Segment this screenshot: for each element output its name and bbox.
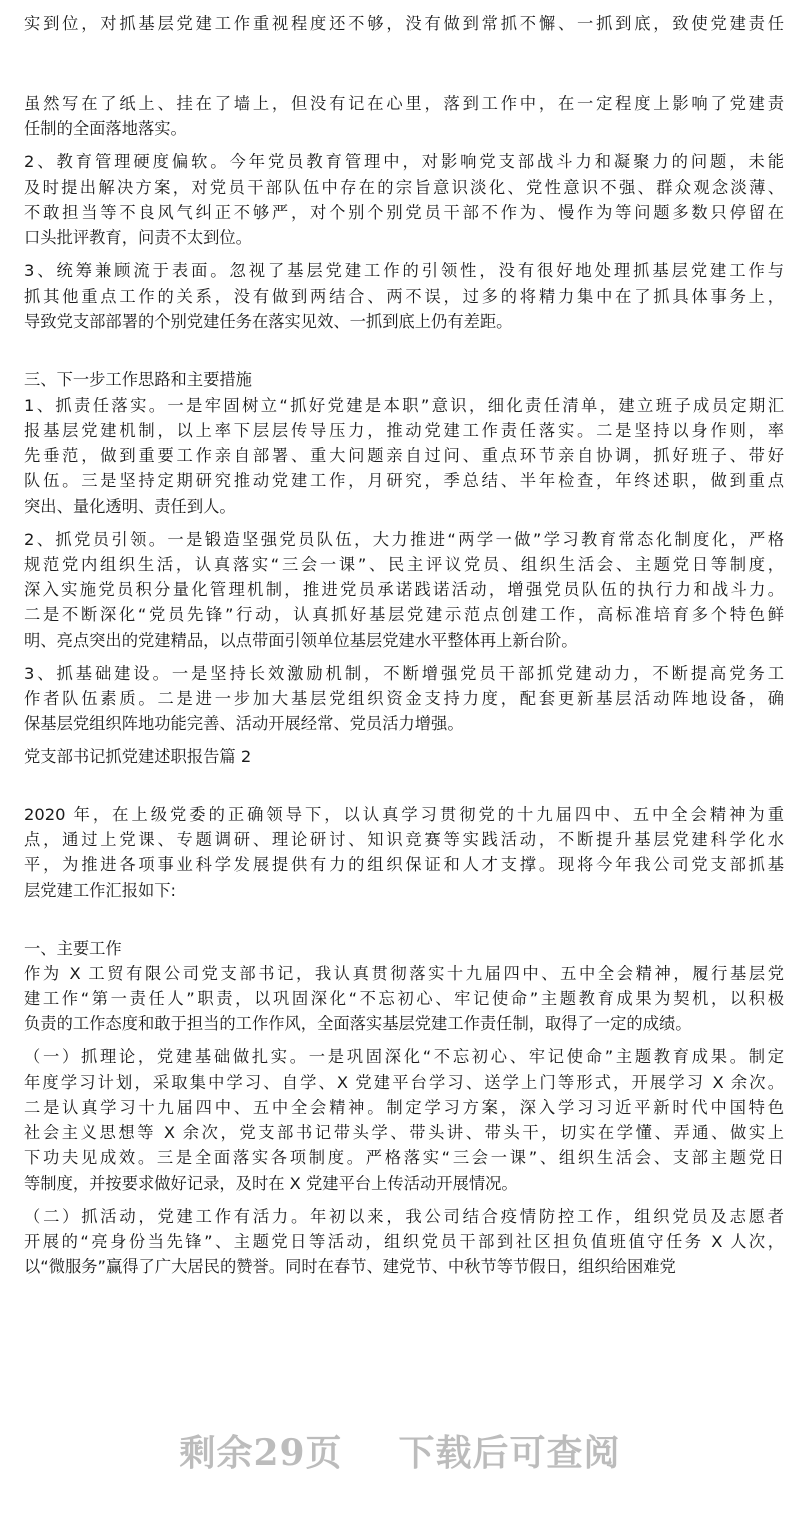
text-line: 等制度，并按要求做好记录，及时在 X 党建平台上传活动开展情况。 [24, 1174, 518, 1193]
text-line: 二是认真学习十九届四中、五中全会精神。制定学习方案，深入学习习近平新时代中国特色 [24, 1098, 784, 1117]
text-line: 三、下一步工作思路和主要措施 [24, 370, 252, 389]
text-line: 导致党支部部署的个别党建任务在落实见效、一抓到底上仍有差距。 [24, 312, 513, 331]
text-line: 突出、量化透明、责任到人。 [24, 497, 236, 516]
text-line: 点，通过上党课、专题调研、理论研讨、知识竞赛等实践活动，不断提升基层党建科学化水 [24, 830, 784, 849]
text-line: 开展的“亮身份当先锋”、主题党日等活动，组织党员干部到社区担负值班值守任务 X 人次， [24, 1232, 784, 1251]
text-line: 报基层党建机制，以上率下层层传导压力，推动党建工作责任落实。二是坚持以身作则，率 [24, 421, 784, 440]
text-line: 层党建工作汇报如下: [24, 881, 177, 900]
text-line: 2、抓党员引领。一是锻造坚强党员队伍，大力推进“两学一做”学习教育常态化制度化，严格 [24, 530, 784, 549]
text-line: 社会主义思想等 X 余次，党支部书记带头学、带头讲、带头干，切实在学懂、弄通、做实上 [24, 1123, 784, 1142]
text-line: 先垂范，做到重要工作亲自部署、重大问题亲自过问、重点环节亲自协调，抓好班子、带好 [24, 446, 784, 465]
text-line: 深入实施党员积分量化管理机制，推进党员承诺践诺活动，增强党员队伍的执行力和战斗力。 [24, 580, 784, 599]
text-line: 实到位，对抓基层党建工作重视程度还不够，没有做到常抓不懈、一抓到底，致使党建责任 [24, 14, 784, 33]
text-line: 任制的全面落地落实。 [24, 119, 187, 138]
text-line: 作者队伍素质。二是进一步加大基层党组织资金支持力度，配套更新基层活动阵地设备，确 [24, 689, 784, 708]
text-line: 1、抓责任落实。一是牢固树立“抓好党建是本职”意识，细化责任清单，建立班子成员定期汇 [24, 396, 784, 415]
text-line: 队伍。三是坚持定期研究推动党建工作，月研究，季总结、半年检查，年终述职，做到重点 [24, 471, 784, 490]
text-line: 虽然写在了纸上、挂在了墙上，但没有记在心里，落到工作中，在一定程度上影响了党建责 [24, 94, 784, 113]
remaining-pages-label: 剩余29页 [179, 1431, 343, 1474]
text-line: （一）抓理论，党建基础做扎实。一是巩固深化“不忘初心、牢记使命”主题教育成果。制定 [24, 1047, 784, 1066]
download-prompt[interactable] [0, 1420, 800, 1480]
text-line: 作为 X 工贸有限公司党支部书记，我认真贯彻落实十九届四中、五中全会精神，履行基层党 [24, 964, 784, 983]
text-line: 以“微服务”赢得了广大居民的赞誉。同时在春节、建党节、中秋节等节假日，组织给困难党 [24, 1257, 676, 1276]
text-line: 2、教育管理硬度偏软。今年党员教育管理中，对影响党支部战斗力和凝聚力的问题，未能 [24, 152, 784, 171]
text-line: 下功夫见成效。三是全面落实各项制度。严格落实“三会一课”、组织生活会、支部主题党日 [24, 1148, 784, 1167]
text-line: 及时提出解决方案，对党员干部队伍中存在的宗旨意识淡化、党性意识不强、群众观念淡薄、 [24, 178, 784, 197]
text-line: 保基层党组织阵地功能完善、活动开展经常、党员活力增强。 [24, 714, 464, 733]
text-line: 规范党内组织生活，认真落实“三会一课”、民主评议党员、组织生活会、主题党日等制度， [24, 555, 784, 574]
text-line: 负责的工作态度和敢于担当的工作作风，全面落实基层党建工作责任制，取得了一定的成绩。 [24, 1014, 692, 1033]
text-line: 明、亮点突出的党建精品，以点带面引领单位基层党建水平整体再上新台阶。 [24, 631, 578, 650]
text-line: 年度学习计划，采取集中学习、自学、X 党建平台学习、送学上门等形式，开展学习 X 余次。 [24, 1073, 784, 1092]
text-line: 一、主要工作 [24, 939, 122, 958]
text-line: 3、统筹兼顾流于表面。忽视了基层党建工作的引领性，没有很好地处理抓基层党建工作与 [24, 261, 784, 280]
text-line: 3、抓基础建设。一是坚持长效激励机制，不断增强党员干部抓党建动力，不断提高党务工 [24, 664, 784, 683]
text-line: 不敢担当等不良风气纠正不够严，对个别个别党员干部不作为、慢作为等问题多数只停留在 [24, 203, 784, 222]
text-line: 口头批评教育，问责不太到位。 [24, 228, 252, 247]
text-line: 党支部书记抓党建述职报告篇 2 [24, 747, 252, 766]
text-line: 2020 年，在上级党委的正确领导下，以认真学习贯彻党的十九届四中、五中全会精神为重 [24, 805, 784, 824]
text-line: 二是不断深化“党员先锋”行动，认真抓好基层党建示范点创建工作，高标准培育多个特色鲜 [24, 605, 784, 624]
text-line: 建工作“第一责任人”职责，以巩固深化“不忘初心、牢记使命”主题教育成果为契机，以积极 [24, 989, 784, 1008]
text-line: （二）抓活动，党建工作有活力。年初以来，我公司结合疫情防控工作，组织党员及志愿者 [24, 1207, 784, 1226]
download-hint-label: 下载后可查阅 [398, 1431, 621, 1474]
text-line: 平，为推进各项事业科学发展提供有力的组织保证和人才支撑。现将今年我公司党支部抓基 [24, 855, 784, 874]
text-line: 抓其他重点工作的关系，没有做到两结合、两不误，过多的将精力集中在了抓具体事务上， [24, 287, 784, 306]
